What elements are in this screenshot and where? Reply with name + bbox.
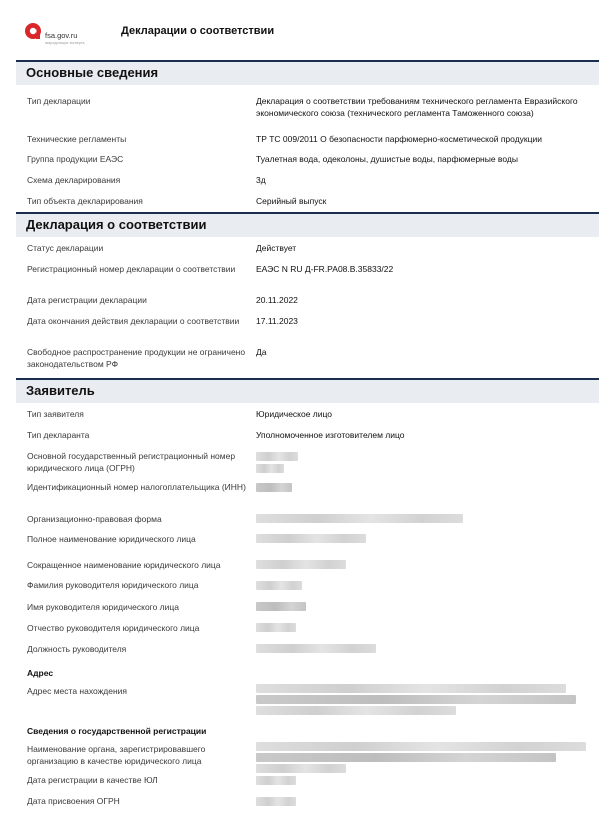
redacted-head-name [256,602,306,611]
field-label-scheme: Схема декларирования [27,175,121,185]
redacted-authority-line-1 [256,742,586,751]
redacted-authority-line-3 [256,764,346,773]
field-label-registering-authority: Наименование органа, зарегистрировавшего организацию в качестве юридического лица [27,744,206,766]
field-value-reg-date: 20.11.2022 [256,295,298,305]
field-label-ul-reg-date: Дата регистрации в качестве ЮЛ [27,775,158,785]
redacted-ogrn-2 [256,464,284,473]
field-label-product-group: Группа продукции ЕАЭС [27,154,124,164]
field-label-head-position: Должность руководителя [27,644,127,654]
field-label-status: Статус декларации [27,243,104,253]
section-basic-title: Основные сведения [26,65,159,80]
field-label-tech-regulations: Технические регламенты [27,134,127,144]
redacted-inn [256,483,292,492]
redacted-address-line-3 [256,706,456,715]
field-label-ogrn: Основной государственный регистрационный номер юридического лица (ОГРН) [27,451,236,473]
redacted-short-name [256,560,346,569]
section-declaration-title: Декларация о соответствии [26,217,207,232]
field-label-object-type: Тип объекта декларирования [27,196,143,206]
field-label-applicant-type: Тип заявителя [27,409,84,419]
section-declaration-header [16,212,599,237]
page-title: Декларации о соответствии [121,25,275,37]
field-label-short-name: Сокращенное наименование юридического лица [27,560,221,570]
field-label-declarant-type: Тип декларанта [27,430,90,440]
logo-text: fsa.gov.ru [45,31,78,40]
redacted-head-position [256,644,376,653]
field-label-declaration-type: Тип декларации [27,96,91,106]
section-basic-header [16,60,599,85]
field-label-inn: Идентификационный номер налогоплательщика (ИНН) [27,482,246,492]
redacted-full-name [256,534,366,543]
subsection-state-registration-title: Сведения о государственной регистрации [27,726,207,736]
section-applicant-header [16,378,599,403]
redacted-address-line-2 [256,695,576,704]
field-label-head-surname: Фамилия руководителя юридического лица [27,580,199,590]
section-applicant-title: Заявитель [26,383,95,398]
field-label-reg-number: Регистрационный номер декларации о соответствии [27,264,236,274]
field-value-applicant-type: Юридическое лицо [256,409,333,419]
redacted-legal-form [256,514,463,523]
field-value-declaration-type: Декларация о соответствии требованиям технического регламента Евразийского экономического союза (технического регламента Таможенного союза) [256,96,578,118]
field-value-object-type: Серийный выпуск [256,196,327,206]
redacted-head-patronymic [256,623,296,632]
field-label-legal-form: Организационно-правовая форма [27,514,162,524]
field-label-expiry-date: Дата окончания действия декларации о соответствии [27,316,240,326]
field-value-reg-number: ЕАЭС N RU Д-FR.РА08.В.35833/22 [256,264,394,274]
redacted-address-line-1 [256,684,566,693]
redacted-authority-line-2 [256,753,556,762]
logo-subtext: аккредитация эксперта [45,41,85,45]
field-label-head-name: Имя руководителя юридического лица [27,602,179,612]
field-label-address: Адрес места нахождения [27,686,128,696]
redacted-ogrn [256,452,298,461]
field-value-free-distribution: Да [256,347,267,357]
subsection-address-title: Адрес [27,668,54,678]
field-value-product-group: Туалетная вода, одеколоны, душистые воды, парфюмерные воды [256,154,518,164]
redacted-head-surname [256,581,302,590]
field-value-status: Действует [256,243,297,253]
redacted-ogrn-date [256,797,296,806]
page-header [0,0,615,58]
field-label-head-patronymic: Отчество руководителя юридического лица [27,623,200,633]
field-label-reg-date: Дата регистрации декларации [27,295,147,305]
field-label-full-name: Полное наименование юридического лица [27,534,196,544]
fsa-logo[interactable] [24,20,104,50]
field-value-declarant-type: Уполномоченное изготовителем лицо [256,430,405,440]
fsa-logo-icon [24,20,44,40]
field-value-expiry-date: 17.11.2023 [256,316,298,326]
field-label-ogrn-date: Дата присвоения ОГРН [27,796,120,806]
redacted-ul-reg-date [256,776,296,785]
field-value-tech-regulations: ТР ТС 009/2011 О безопасности парфюмерно-косметической продукции [256,134,542,144]
field-label-free-distribution: Свободное распространение продукции не ограничено законодательством РФ [27,347,246,369]
field-value-scheme: 3д [256,175,266,185]
